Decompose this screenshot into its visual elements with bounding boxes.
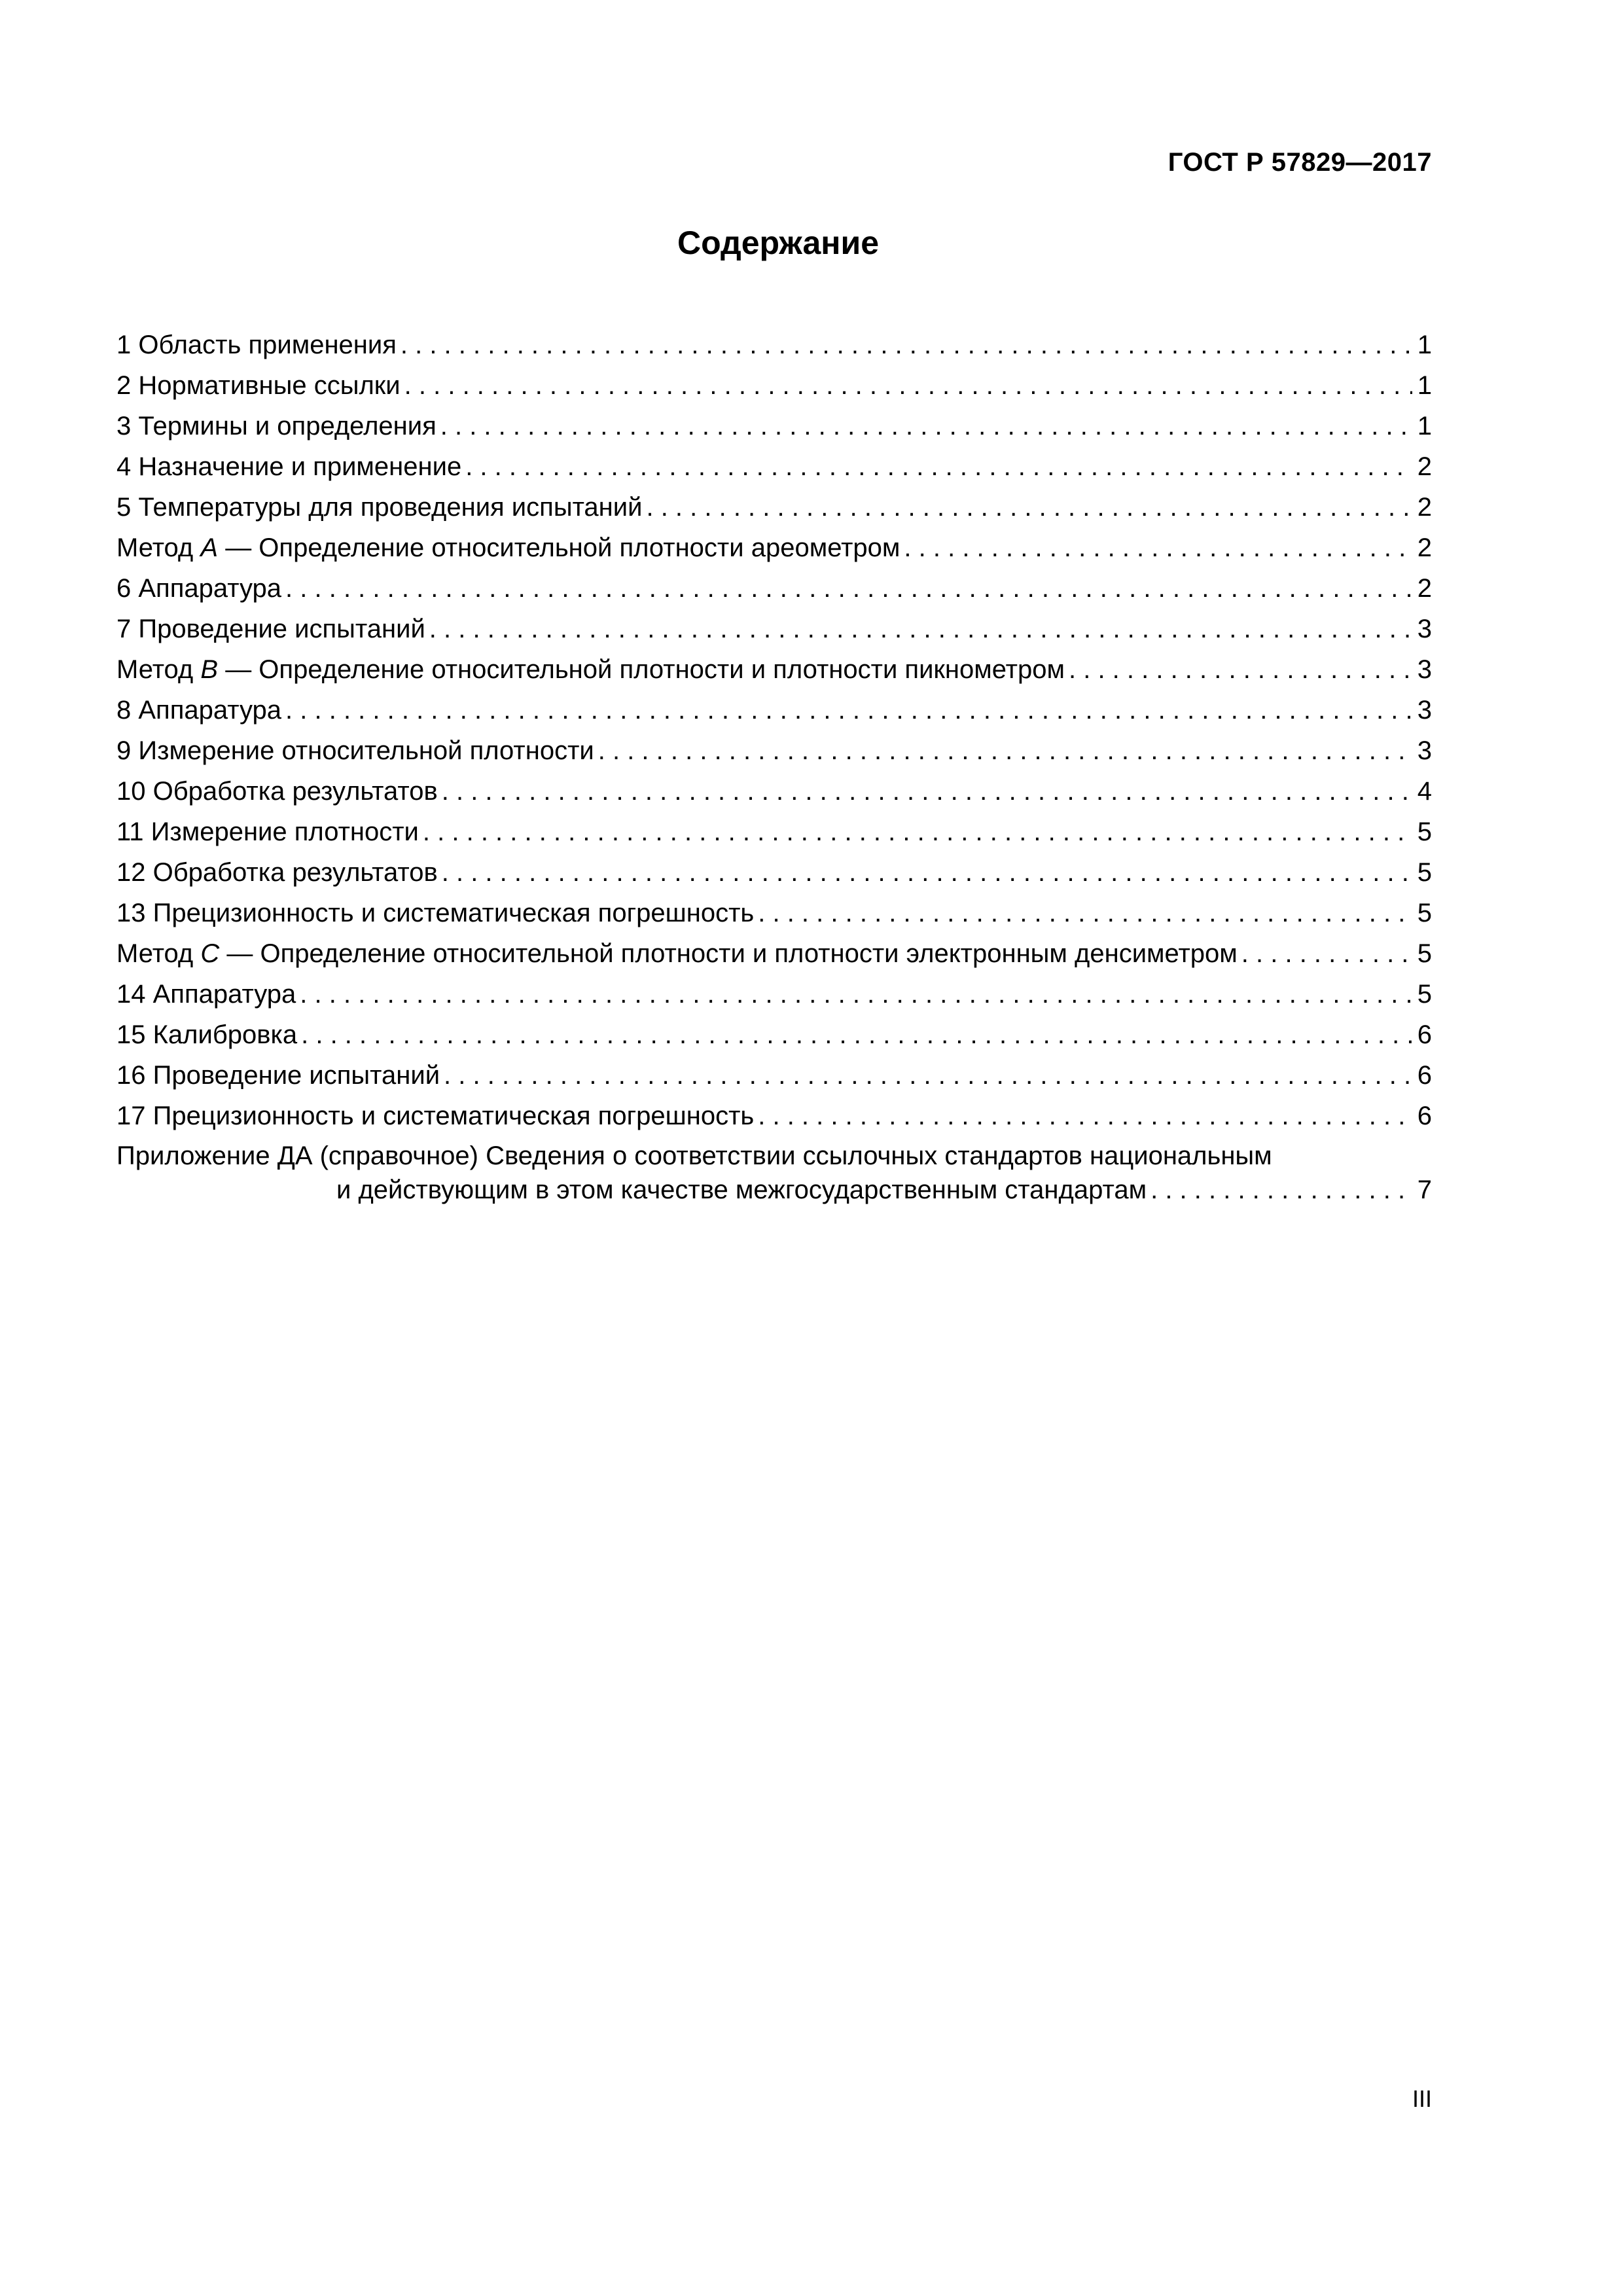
toc-item-label: 4 Назначение и применение <box>116 452 462 481</box>
toc-leader-dots <box>758 893 1412 933</box>
toc-item-page: 1 <box>1417 331 1432 359</box>
toc-leader-dots <box>423 812 1412 852</box>
toc-leader-dots <box>1150 1173 1412 1207</box>
toc-item-page: 5 <box>1417 899 1432 927</box>
table-of-contents <box>116 325 1432 1207</box>
toc-leader-dots <box>598 730 1412 771</box>
toc-item-page: 5 <box>1417 858 1432 887</box>
toc-leader-dots <box>758 1096 1412 1136</box>
toc-item-label: 12 Обработка результатов <box>116 858 438 887</box>
toc-item-label: Метод С — Определение относительной плотности и плотности электронным денсиметром <box>116 939 1238 968</box>
toc-item-page: 6 <box>1417 1102 1432 1130</box>
toc-item-label: Метод А — Определение относительной плотности ареометром <box>116 533 901 562</box>
toc-item[interactable] <box>116 1055 1432 1096</box>
toc-item[interactable] <box>116 974 1432 1014</box>
toc-leader-dots <box>442 771 1412 812</box>
toc-title: Содержание <box>677 224 880 261</box>
toc-item-page: 3 <box>1417 655 1432 684</box>
toc-item[interactable] <box>116 568 1432 609</box>
toc-item[interactable] <box>116 730 1432 771</box>
toc-leader-dots <box>429 609 1412 649</box>
toc-item[interactable] <box>116 365 1432 406</box>
toc-leader-dots <box>401 325 1412 365</box>
toc-item[interactable] <box>116 812 1432 852</box>
toc-item-page: 6 <box>1417 1020 1432 1049</box>
toc-item-label: 14 Аппаратура <box>116 980 296 1009</box>
toc-leader-dots <box>904 528 1412 568</box>
page-number: III <box>1412 2085 1432 2112</box>
toc-method-heading[interactable] <box>116 528 1432 568</box>
toc-leader-dots <box>1241 933 1412 974</box>
toc-item-page: 2 <box>1417 493 1432 522</box>
toc-item[interactable] <box>116 609 1432 649</box>
toc-item-label: 6 Аппаратура <box>116 574 282 603</box>
toc-item[interactable] <box>116 771 1432 812</box>
toc-item-page: 5 <box>1417 817 1432 846</box>
toc-item[interactable] <box>116 406 1432 446</box>
toc-item-page: 1 <box>1417 371 1432 400</box>
toc-leader-dots <box>285 568 1412 609</box>
toc-item-label: 7 Проведение испытаний <box>116 615 425 643</box>
toc-item-page: 5 <box>1417 980 1432 1009</box>
toc-method-heading[interactable] <box>116 933 1432 974</box>
toc-appendix-item[interactable] <box>116 1136 1432 1207</box>
toc-item[interactable] <box>116 893 1432 933</box>
toc-item-page: 3 <box>1417 696 1432 725</box>
toc-item[interactable] <box>116 487 1432 528</box>
toc-leader-dots <box>404 365 1412 406</box>
toc-item[interactable] <box>116 690 1432 730</box>
toc-leader-dots <box>440 406 1412 446</box>
toc-item-page: 3 <box>1417 736 1432 765</box>
toc-item-label: 13 Прецизионность и систематическая погрешность <box>116 899 755 927</box>
toc-leader-dots <box>301 1014 1412 1055</box>
toc-item-page: 5 <box>1417 939 1432 968</box>
toc-item-label: 9 Измерение относительной плотности <box>116 736 594 765</box>
toc-item[interactable] <box>116 446 1432 487</box>
toc-leader-dots <box>300 974 1412 1014</box>
toc-item-page: 7 <box>1417 1175 1432 1204</box>
toc-leader-dots <box>285 690 1412 730</box>
toc-item-page: 2 <box>1417 452 1432 481</box>
toc-leader-dots <box>1069 649 1412 690</box>
toc-item-page: 2 <box>1417 533 1432 562</box>
toc-item[interactable] <box>116 1014 1432 1055</box>
toc-item[interactable] <box>116 852 1432 893</box>
toc-leader-dots <box>646 487 1412 528</box>
toc-item-label: 15 Калибровка <box>116 1020 298 1049</box>
toc-leader-dots <box>465 446 1412 487</box>
toc-item-label: Метод В — Определение относительной плотности и плотности пикнометром <box>116 655 1065 684</box>
toc-item-label: 8 Аппаратура <box>116 696 282 725</box>
toc-item-page: 4 <box>1417 777 1432 806</box>
toc-item-label: 1 Область применения <box>116 331 397 359</box>
toc-leader-dots <box>442 852 1412 893</box>
toc-item-page: 2 <box>1417 574 1432 603</box>
toc-leader-dots <box>444 1055 1412 1096</box>
toc-item-label: 5 Температуры для проведения испытаний <box>116 493 643 522</box>
toc-item-label: 17 Прецизионность и систематическая погрешность <box>116 1102 755 1130</box>
toc-item[interactable] <box>116 1096 1432 1136</box>
toc-item-page: 6 <box>1417 1061 1432 1090</box>
toc-appendix-line2 <box>116 1173 1432 1207</box>
toc-appendix-line2-text: и действующим в этом качестве межгосударственным стандартам <box>336 1175 1147 1204</box>
toc-item-page: 3 <box>1417 615 1432 643</box>
toc-method-heading[interactable] <box>116 649 1432 690</box>
toc-item-label: 2 Нормативные ссылки <box>116 371 401 400</box>
toc-item[interactable] <box>116 325 1432 365</box>
toc-item-label: 16 Проведение испытаний <box>116 1061 440 1090</box>
toc-item-page: 1 <box>1417 412 1432 440</box>
toc-item-label: 10 Обработка результатов <box>116 777 438 806</box>
document-code: ГОСТ Р 57829—2017 <box>1168 148 1432 177</box>
toc-item-label: 11 Измерение плотности <box>116 817 419 846</box>
toc-appendix-line1: Приложение ДА (справочное) Сведения о соответствии ссылочных стандартов национальным <box>116 1141 1272 1170</box>
toc-item-label: 3 Термины и определения <box>116 412 437 440</box>
